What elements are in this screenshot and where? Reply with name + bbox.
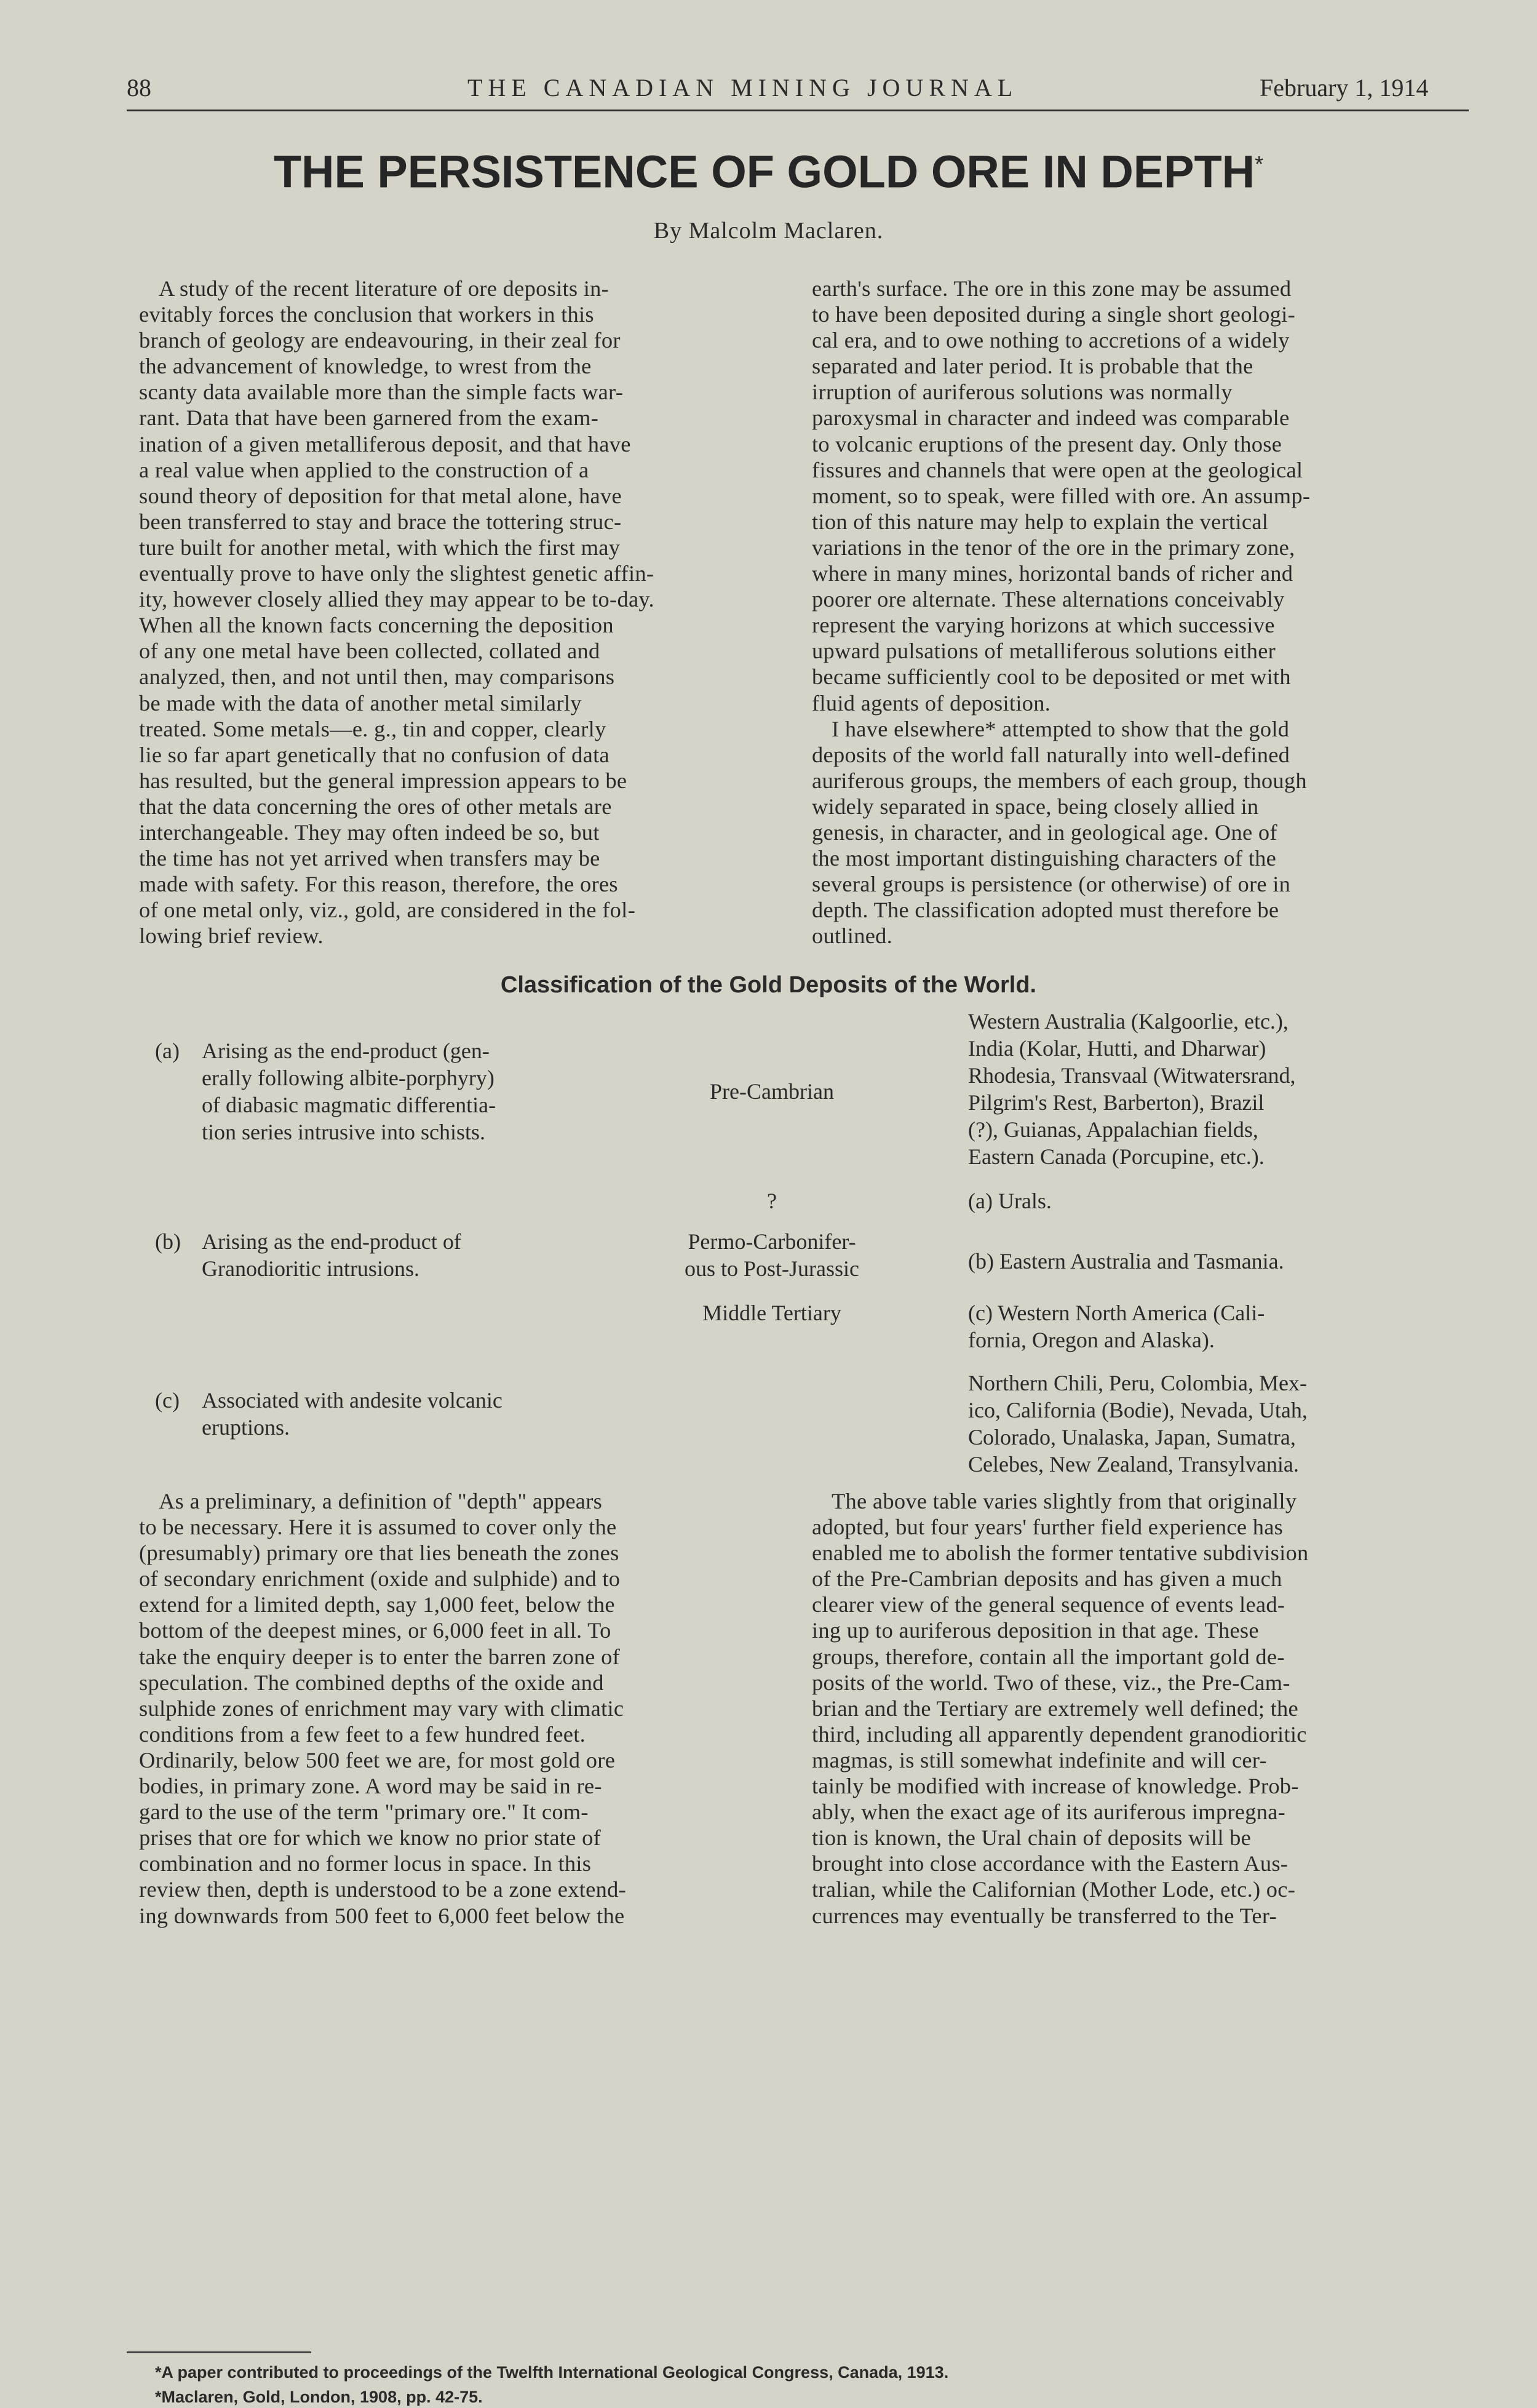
footnote-1: *A paper contributed to proceedings of the Twelfth International Geological Congress, Canada, 1913.	[155, 2363, 949, 2382]
class-b-description: Arising as the end-product of Granodioritic intrusions.	[202, 1229, 461, 1281]
article-title	[0, 130, 1537, 206]
issue-date: February 1, 1914	[1260, 74, 1429, 102]
class-a-label: (a)	[155, 1039, 180, 1063]
paragraph-table-notes: The above table varies slightly from that originally adopted, but four years' further field experience has enabled me to abolish the former tentative subdivision of the Pre-Cambrian deposits and has given a much clearer view of the general sequence of events lead- ing up to auriferous deposition in that age. These groups, therefore, contain all the important gold de- posits of the world. Two of these, viz., the Pre-Cam- brian and the Tertiary are extremely well defined; the third, including all apparently dependent granodioritic magmas, is still somewhat indefinite and will cer- tainly be modified with increase of knowledge. Prob- ably, when the exact age of its auriferous impregna- tion is known, the Ural chain of deposits will be brought into close accordance with the Eastern Aus- tralian, while the Californian (Mother Lode, etc.) oc- currences may eventually be transferred to the Ter-	[812, 1489, 1309, 1928]
class-b-north-america: (c) Western North America (Cali- fornia, Oregon and Alaska).	[968, 1301, 1265, 1352]
class-b-urals: (a) Urals.	[968, 1189, 1052, 1213]
classification-title: Classification of the Gold Deposits of the World.	[500, 972, 1037, 998]
bottom-right-column	[812, 1488, 1470, 1929]
class-c-regions: Northern Chili, Peru, Colombia, Mex- ico, California (Bodie), Nevada, Utah, Colorado, Unalaska, Japan, Sumatra, Celebes, New Zealand, Transylvania.	[968, 1371, 1308, 1477]
footnote-2: *Maclaren, Gold, London, 1908, pp. 42-75.	[155, 2388, 483, 2406]
article-title-text: THE PERSISTENCE OF GOLD ORE IN DEPTH	[273, 146, 1255, 197]
byline: By Malcolm Maclaren.	[653, 218, 884, 244]
class-c-description: Associated with andesite volcanic eruptions.	[202, 1388, 502, 1440]
class-b-age: Permo-Carbonifer- ous to Post-Jurassic	[684, 1229, 859, 1281]
paragraph-intro: A study of the recent literature of ore deposits in- evitably forces the conclusion that workers in this branch of geology are endeavouring, in their zeal for the advancement of knowledge, to wrest from the scanty data available more than the simple facts war- rant. Data that have been garnered from the exam- ination of a given metalliferous deposit, and that have a real value when applied to the construction of a sound theory of deposition for that metal alone, have been transferred to stay and brace the tottering struc- ture built for another metal, with which the first may eventually prove to have only the slightest genetic affin- ity, however closely allied they may appear to be to-day. When all the known facts concerning the deposition of any one metal have been collected, collated and analyzed, then, and not until then, may comparisons be made with the data of another metal similarly treated. Some metals—e. g., tin and copper, clearly lie so far apart genetically that no confusion of data has resulted, but the general impression appears to be that the data concerning the ores of other metals are interchangeable. They may often indeed be so, but the time has not yet arrived when transfers may be made with safety. For this reason, therefore, the ores of one metal only, viz., gold, are considered in the fol- lowing brief review.	[139, 276, 654, 949]
top-right-column	[812, 276, 1470, 949]
paragraph-groups: I have elsewhere* attempted to show that the gold deposits of the world fall naturally into well-defined auriferous groups, the members of each group, though widely separated in space, being closely allied in genesis, in character, and in geological age. One of the most important distinguishing characters of the several groups is persistence (or otherwise) of ore in depth. The classification adopted must therefore be outlined.	[812, 716, 1307, 949]
class-c-label: (c)	[155, 1388, 180, 1413]
class-b-label: (b)	[155, 1229, 181, 1254]
journal-name: THE CANADIAN MINING JOURNAL	[467, 74, 1019, 102]
class-a-regions: Western Australia (Kalgoorlie, etc.), India (Kolar, Hutti, and Dharwar) Rhodesia, Transvaal (Witwatersrand, Pilgrim's Rest, Barberton), Brazil (?), Guianas, Appalachian fields, Eastern Canada (Porcupine, etc.).	[968, 1009, 1296, 1169]
header-rule	[127, 110, 1469, 111]
class-a-age: Pre-Cambrian	[710, 1079, 834, 1104]
bottom-left-column	[139, 1488, 781, 1929]
page-number: 88	[127, 74, 151, 102]
class-b-age-tertiary: Middle Tertiary	[702, 1301, 841, 1325]
class-b-query-mark: ?	[767, 1189, 777, 1213]
footnote-rule	[127, 2351, 311, 2353]
paragraph-depth-definition: As a preliminary, a definition of "depth" appears to be necessary. Here it is assumed to cover only the (presumably) primary ore that lies beneath the zones of secondary enrichment (oxide and sulphide) and to extend for a limited depth, say 1,000 feet, below the bottom of the deepest mines, or 6,000 feet in all. To take the enquiry deeper is to enter the barren zone of speculation. The combined depths of the oxide and sulphide zones of enrichment may vary with climatic conditions from a few feet to a few hundred feet. Ordinarily, below 500 feet we are, for most gold ore bodies, in primary zone. A word may be said in re- gard to the use of the term "primary ore." It com- prises that ore for which we know no prior state of combination and no former locus in space. In this review then, depth is understood to be a zone extend- ing downwards from 500 feet to 6,000 feet below the	[139, 1489, 626, 1928]
class-b-eastern-australia: (b) Eastern Australia and Tasmania.	[968, 1249, 1284, 1274]
class-a-description: Arising as the end-product (gen- erally following albite-porphyry) of diabasic magmatic differentia- tion series intrusive into schists.	[202, 1039, 496, 1144]
paragraph-continued: earth's surface. The ore in this zone may be assumed to have been deposited during a single short geologi- cal era, and to owe nothing to accretions of a widely separated and later period. It is probable that the irruption of auriferous solutions was normally paroxysmal in character and indeed was comparable to volcanic eruptions of the present day. Only those fissures and channels that were open at the geological moment, so to speak, were filled with ore. An assump- tion of this nature may help to explain the vertical variations in the tenor of the ore in the primary zone, where in many mines, horizontal bands of richer and poorer ore alternate. These alternations conceivably represent the varying horizons at which successive upward pulsations of metalliferous solutions either became sufficiently cool to be deposited or met with fluid agents of deposition.	[812, 276, 1311, 716]
top-left-column	[139, 276, 781, 949]
title-footnote-mark: *	[1255, 151, 1264, 177]
